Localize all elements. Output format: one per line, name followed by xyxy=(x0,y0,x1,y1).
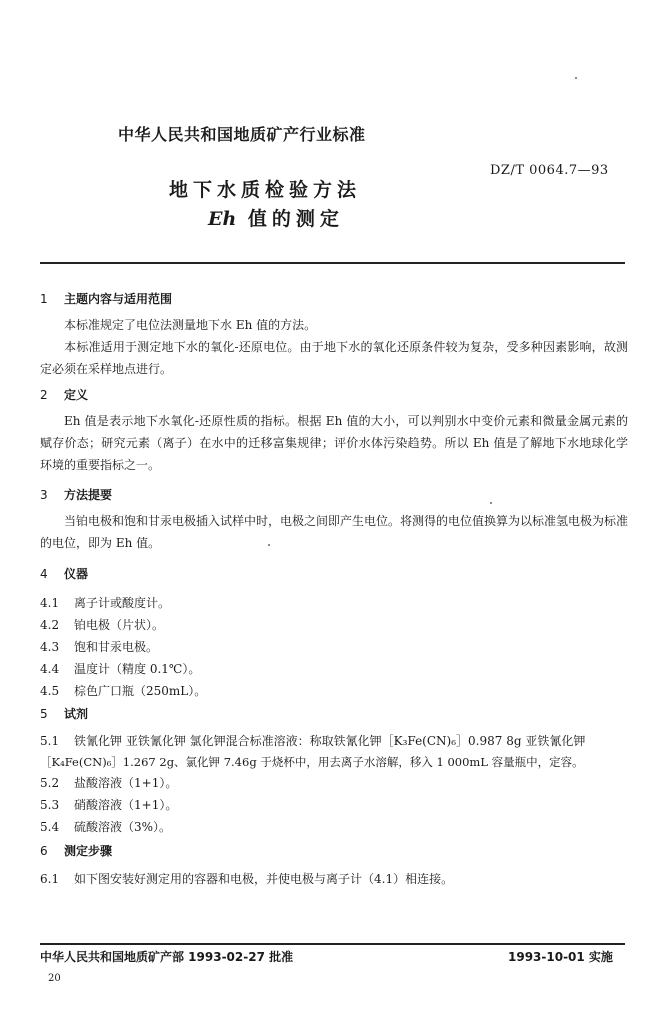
list-item: 5.4 硫酸溶液（3%）。 xyxy=(40,820,172,834)
list-item: 5.3 硝酸溶液（1+1）。 xyxy=(40,798,178,812)
eh-symbol: Eh xyxy=(208,208,237,230)
list-item: 4.4 温度计（精度 0.1℃）。 xyxy=(40,662,201,676)
header-rule xyxy=(40,262,625,264)
page-number: 20 xyxy=(48,973,61,984)
scan-speck xyxy=(490,502,492,504)
list-item-5-1: 5.1 铁氰化钾 亚铁氰化钾 氯化钾混合标准溶液：称取铁氰化钾［K₃Fe(CN)₆］0.987 8g 亚铁氰化钾 xyxy=(40,734,586,748)
list-item: 5.2 盐酸溶液（1+1）。 xyxy=(40,776,178,790)
standard-code: DZ/T 0064.7—93 xyxy=(490,163,609,178)
section-3-heading: 3 方法提要 xyxy=(40,488,113,502)
section-1-para-2: 本标准适用于测定地下水的氧化-还原电位。由于地下水的氧化还原条件较为复杂，受多种因素影响，故测定必须在采样地点进行。 xyxy=(40,340,628,376)
list-item: 4.1 离子计或酸度计。 xyxy=(40,596,171,610)
section-3-para: 当铂电极和饱和甘汞电极插入试样中时，电极之间即产生电位。将测得的电位值换算为以标准氢电极为标准的电位，即为 Eh 值。 xyxy=(40,514,629,550)
section-1-heading: 1 主题内容与适用范围 xyxy=(40,292,173,306)
section-5-heading: 5 试剂 xyxy=(40,707,89,721)
list-item: 4.3 饱和甘汞电极。 xyxy=(40,640,159,654)
footer-rule xyxy=(40,943,625,945)
issuing-body-title: 中华人民共和国地质矿产行业标准 xyxy=(118,125,366,144)
document-title: 地下水质检验方法 xyxy=(169,179,362,201)
scan-speck xyxy=(575,77,577,79)
subtitle-rest: 值的测定 xyxy=(236,208,344,230)
list-item: 4.5 棕色广口瓶（250mL）。 xyxy=(40,684,207,698)
section-2-para: Eh 值是表示地下水氧化-还原性质的指标。根据 Eh 值的大小，可以判别水中变价元素和微量金属元素的赋存价态；研究元素（离子）在水中的迁移富集规律；评价水体污染趋势。所以 Eh 值是了解地下水地球化学环境的重要指标之一。 xyxy=(40,414,628,472)
list-item-5-1-continued: ［K₄Fe(CN)₆］1.267 2g、氯化钾 7.46g 于烧杯中，用去离子水溶解，移入 1 000mL 容量瓶中，定容。 xyxy=(40,755,584,769)
scan-speck xyxy=(268,544,270,546)
section-6-heading: 6 测定步骤 xyxy=(40,844,113,858)
section-4-heading: 4 仪器 xyxy=(40,567,89,581)
document-subtitle xyxy=(208,204,344,231)
section-1-para-1: 本标准规定了电位法测量地下水 Eh 值的方法。 xyxy=(64,318,317,332)
section-2-heading: 2 定义 xyxy=(40,388,89,402)
list-item-6-1: 6.1 如下图安装好测定用的容器和电极，并使电极与离子计（4.1）相连接。 xyxy=(40,872,454,886)
list-item: 4.2 铂电极（片状）。 xyxy=(40,618,165,632)
effective-date: 1993-10-01 实施 xyxy=(508,950,613,964)
approval-date: 中华人民共和国地质矿产部 1993-02-27 批准 xyxy=(40,950,294,964)
